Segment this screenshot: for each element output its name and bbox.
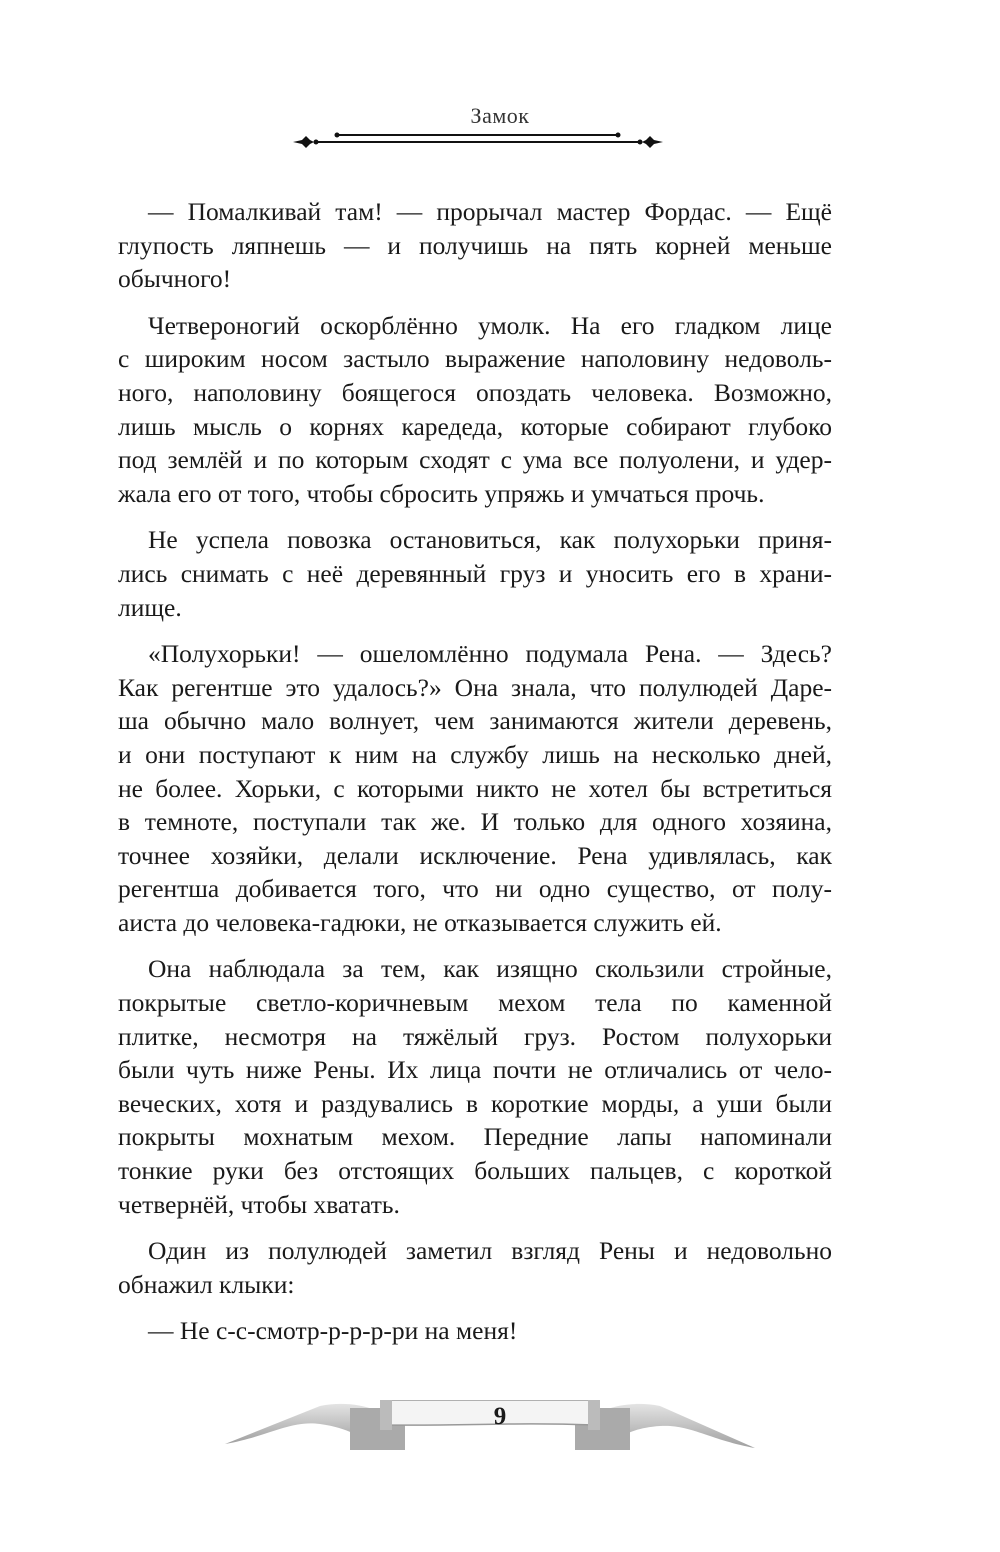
text-line: лишь мысль о корнях каредеда, которые собирают глубоко: [118, 411, 832, 441]
text-line: плитке, несмотря на тяжёлый груз. Ростом полухорьки: [118, 1021, 832, 1051]
text-line: покрытые светло-коричневым мехом тела по каменной: [118, 988, 832, 1018]
text-line: аиста до человека-гадюки, не отказывается служить ей.: [118, 907, 722, 937]
page-number: 9: [493, 1403, 507, 1430]
text-line: лись снимать с неё деревянный груз и уносить его в храни-: [118, 558, 832, 588]
text-line: ша обычно мало волнует, чем занимаются жители деревень,: [118, 706, 832, 736]
text-line: в темноте, поступали так же. И только для одного хозяина,: [118, 807, 832, 837]
text-line: «Полухорьки! — ошеломлённо подумала Рена. — Здесь?: [148, 639, 832, 669]
paragraph: [118, 523, 832, 624]
text-line: Один из полулюдей заметил взгляд Рены и недовольно: [148, 1236, 832, 1266]
text-line: обнажил клыки:: [118, 1269, 295, 1299]
text-line: — Не с-с-смотр-р-р-р-ри на меня!: [148, 1316, 518, 1346]
text-line: Как регентше это удалось?» Она знала, что полулюдей Даре-: [118, 672, 832, 702]
text-line: тонкие руки без отстоящих больших пальцев, с короткой: [118, 1156, 832, 1186]
text-line: веческих, хотя и раздувались в короткие морды, а уши были: [118, 1088, 832, 1118]
text-line: ного, наполовину боящегося опоздать человека. Возможно,: [118, 377, 832, 407]
paragraph: [118, 195, 832, 296]
text-line: Четвероногий оскорблённо умолк. На его гладком лице: [148, 310, 832, 340]
text-line: регентша добивается того, что ни одно существо, от полу-: [118, 874, 832, 904]
text-line: точнее хозяйки, делали исключение. Рена удивлялась, как: [118, 840, 832, 870]
text-line: жала его от того, чтобы сбросить упряжь и умчаться прочь.: [118, 478, 765, 508]
header-rule-ornament: [290, 130, 710, 154]
text-line: под землёй и по которым сходят с ума все полуолени, и удер-: [118, 445, 832, 475]
text-line: обычного!: [118, 264, 232, 294]
paragraph: [118, 952, 832, 1221]
paragraph: [118, 309, 832, 511]
text-line: с широким носом застыло выражение наполовину недоволь-: [118, 344, 832, 374]
body-text: [118, 195, 832, 1348]
text-line: лище.: [118, 592, 182, 622]
text-line: глупость ляпнешь — и получишь на пять корней меньше: [118, 230, 832, 260]
text-line: Она наблюдала за тем, как изящно скользили стройные,: [148, 954, 832, 984]
running-title: Замок: [470, 103, 530, 128]
paragraph: [118, 1314, 832, 1348]
text-line: не более. Хорьки, с которыми никто не хотел бы встретиться: [118, 773, 832, 803]
text-line: — Помалкивай там! — прорычал мастер Фордас. — Ещё: [148, 197, 832, 226]
text-line: были чуть ниже Рены. Их лица почти не отличались от чело-: [118, 1055, 832, 1085]
text-line: четвернёй, чтобы хватать.: [118, 1189, 400, 1219]
text-line: и они поступают к ним на службу лишь на несколько дней,: [118, 739, 832, 769]
text-line: покрыты мохнатым мехом. Передние лапы напоминали: [118, 1122, 832, 1152]
paragraph: [118, 1234, 832, 1301]
text-line: Не успела повозка остановиться, как полухорьки приня-: [148, 525, 832, 555]
paragraph: [118, 637, 832, 939]
